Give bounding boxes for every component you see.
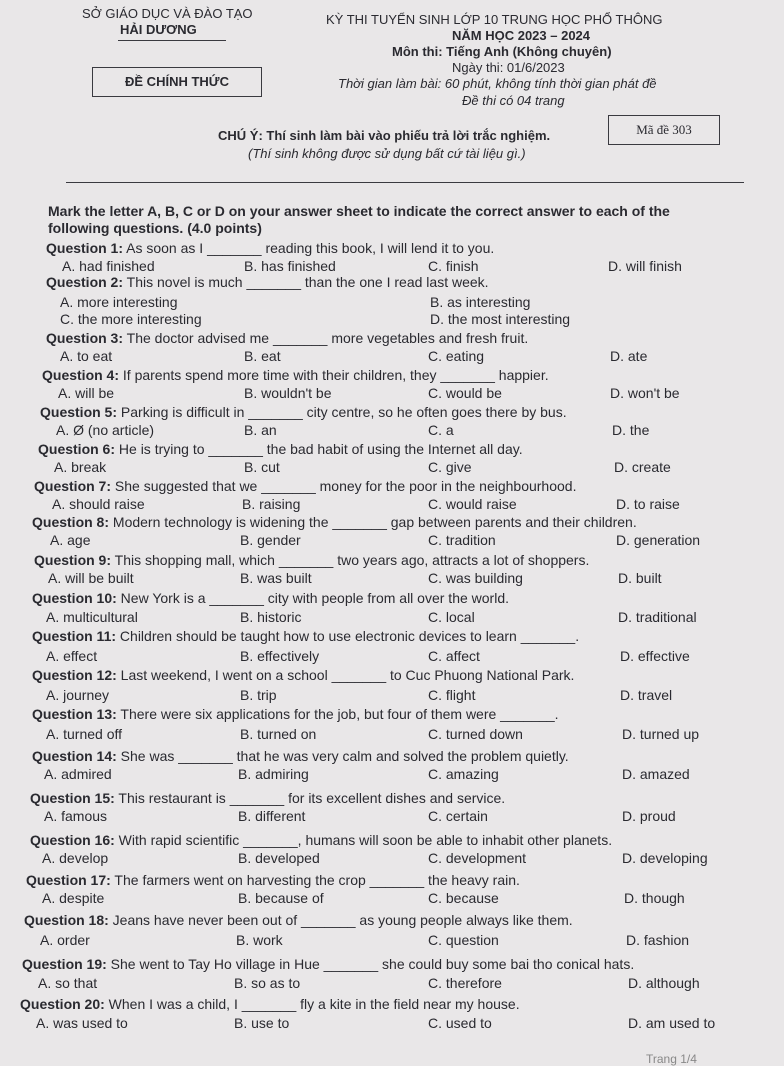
question-18-option-a: A. order — [40, 932, 90, 948]
question-2 — [46, 274, 489, 290]
question-1-option-b: B. has finished — [244, 258, 336, 274]
question-17 — [26, 872, 520, 888]
question-8-option-d: D. generation — [616, 532, 701, 548]
question-19-option-a: A. so that — [38, 975, 98, 991]
question-10-option-a: A. multicultural — [46, 609, 138, 625]
question-10-option-b: B. historic — [240, 609, 302, 625]
question-8-option-a: A. age — [50, 532, 91, 548]
question-4 — [42, 367, 549, 383]
question-label: Question 17: — [26, 872, 111, 888]
question-label: Question 20: — [20, 996, 105, 1012]
question-16 — [30, 832, 612, 848]
question-13-option-b: B. turned on — [240, 726, 317, 742]
question-16-option-a: A. develop — [42, 850, 109, 866]
question-6-option-b: B. cut — [244, 459, 280, 475]
question-12-option-b: B. trip — [240, 687, 277, 703]
question-14-option-a: A. admired — [44, 766, 112, 782]
question-text: Last weekend, I went on a school _______ to Cuc Phuong National Park. — [116, 667, 575, 683]
question-label: Question 4: — [42, 367, 120, 383]
question-text: Jeans have never been out of _______ as young people always like them. — [108, 912, 573, 928]
question-text: This restaurant is _______ for its excellent dishes and service. — [114, 790, 506, 806]
question-3-option-a: A. to eat — [60, 348, 113, 364]
question-8-option-b: B. gender — [240, 532, 301, 548]
question-7 — [34, 478, 576, 494]
question-text: Children should be taught how to use electronic devices to learn _______. — [116, 628, 580, 644]
question-15-option-a: A. famous — [44, 808, 108, 824]
header-divider — [66, 182, 744, 183]
question-18-option-d: D. fashion — [626, 932, 690, 948]
question-text: As soon as I _______ reading this book, I will lend it to you. — [123, 240, 495, 256]
question-6 — [38, 441, 523, 457]
question-4-option-b: B. wouldn't be — [244, 385, 332, 401]
question-11-option-d: D. effective — [620, 648, 690, 664]
question-3-option-c: C. eating — [428, 348, 485, 364]
question-label: Question 5: — [40, 404, 118, 420]
question-10-option-c: C. local — [428, 609, 475, 625]
question-label: Question 14: — [32, 748, 117, 764]
question-13 — [32, 706, 559, 722]
question-4-option-c: C. would be — [428, 385, 502, 401]
question-5-option-c: C. a — [428, 422, 454, 438]
question-17-option-a: A. despite — [42, 890, 105, 906]
question-4-option-d: D. won't be — [610, 385, 680, 401]
question-label: Question 13: — [32, 706, 117, 722]
exam-title: KỲ THI TUYỂN SINH LỚP 10 TRUNG HỌC PHỔ THÔNG — [326, 12, 663, 27]
question-9-option-b: B. was built — [240, 570, 312, 586]
question-label: Question 9: — [34, 552, 112, 568]
question-15 — [30, 790, 505, 806]
question-20-option-c: C. used to — [428, 1015, 492, 1031]
question-7-option-a: A. should raise — [52, 496, 145, 512]
question-label: Question 8: — [32, 514, 110, 530]
question-label: Question 1: — [46, 240, 124, 256]
page-footer: Trang 1/4 — [646, 1052, 697, 1066]
question-3-option-d: D. ate — [610, 348, 648, 364]
question-3-option-b: B. eat — [244, 348, 281, 364]
question-17-option-c: C. because — [428, 890, 499, 906]
question-text: Parking is difficult in _______ city centre, so he often goes there by bus. — [117, 404, 567, 420]
question-13-option-d: D. turned up — [622, 726, 700, 742]
question-11 — [32, 628, 579, 644]
question-1-option-a: A. had finished — [62, 258, 155, 274]
question-5 — [40, 404, 567, 420]
question-12-option-c: C. flight — [428, 687, 476, 703]
question-text: She went to Tay Ho village in Hue _______ she could buy some bai tho conical hats. — [106, 956, 635, 972]
question-2-option-d: D. the most interesting — [430, 311, 571, 327]
question-12 — [32, 667, 574, 683]
question-13-option-c: C. turned down — [428, 726, 523, 742]
question-6-option-d: D. create — [614, 459, 671, 475]
question-14-option-d: D. amazed — [622, 766, 690, 782]
province-name: HẢI DƯƠNG — [120, 22, 197, 37]
school-year: NĂM HỌC 2023 – 2024 — [452, 28, 591, 43]
question-2-option-a: A. more interesting — [60, 294, 178, 310]
question-11-option-c: C. affect — [428, 648, 480, 664]
question-13-option-a: A. turned off — [46, 726, 123, 742]
question-20-option-b: B. use to — [234, 1015, 290, 1031]
question-14 — [32, 748, 569, 764]
question-2-option-b: B. as interesting — [430, 294, 531, 310]
instruction-line-2: following questions. (4.0 points) — [48, 220, 262, 236]
question-19-option-c: C. therefore — [428, 975, 502, 991]
question-8-option-c: C. tradition — [428, 532, 496, 548]
question-7-option-c: C. would raise — [428, 496, 517, 512]
question-text: Modern technology is widening the _______ gap between parents and their children. — [109, 514, 637, 530]
question-label: Question 2: — [46, 274, 124, 290]
question-label: Question 6: — [38, 441, 116, 457]
question-text: The farmers went on harvesting the crop _______ the heavy rain. — [110, 872, 520, 888]
question-16-option-d: D. developing — [622, 850, 708, 866]
notice-text: CHÚ Ý: Thí sinh làm bài vào phiếu trả lời trắc nghiệm. — [218, 128, 551, 143]
question-20 — [20, 996, 520, 1012]
question-11-option-b: B. effectively — [240, 648, 320, 664]
question-label: Question 12: — [32, 667, 117, 683]
question-6-option-c: C. give — [428, 459, 472, 475]
question-4-option-a: A. will be — [58, 385, 115, 401]
question-label: Question 11: — [32, 628, 117, 644]
page-count: Đề thi có 04 trang — [462, 93, 565, 108]
question-7-option-d: D. to raise — [616, 496, 680, 512]
question-text: He is trying to _______ the bad habit of using the Internet all day. — [115, 441, 523, 457]
question-text: With rapid scientific _______, humans will soon be able to inhabit other planets. — [114, 832, 613, 848]
question-20-option-d: D. am used to — [628, 1015, 716, 1031]
question-text: She was _______ that he was very calm and solved the problem quietly. — [116, 748, 569, 764]
question-14-option-c: C. amazing — [428, 766, 499, 782]
question-5-option-d: D. the — [612, 422, 650, 438]
question-19-option-b: B. so as to — [234, 975, 301, 991]
question-label: Question 7: — [34, 478, 112, 494]
question-label: Question 18: — [24, 912, 109, 928]
question-15-option-d: D. proud — [622, 808, 676, 824]
question-1 — [46, 240, 494, 256]
question-text: New York is a _______ city with people from all over the world. — [116, 590, 510, 606]
question-10 — [32, 590, 509, 606]
question-12-option-d: D. travel — [620, 687, 673, 703]
question-7-option-b: B. raising — [242, 496, 301, 512]
exam-date: Ngày thi: 01/6/2023 — [452, 60, 565, 75]
question-11-option-a: A. effect — [46, 648, 98, 664]
question-16-option-c: C. development — [428, 850, 527, 866]
question-text: This novel is much _______ than the one I read last week. — [123, 274, 489, 290]
question-label: Question 3: — [46, 330, 124, 346]
question-label: Question 16: — [30, 832, 115, 848]
question-19-option-d: D. although — [628, 975, 700, 991]
exam-subject: Môn thi: Tiếng Anh (Không chuyên) — [392, 44, 612, 59]
question-18-option-b: B. work — [236, 932, 283, 948]
department-name: SỞ GIÁO DỤC VÀ ĐÀO TẠO — [82, 6, 253, 21]
question-14-option-b: B. admiring — [238, 766, 309, 782]
exam-duration: Thời gian làm bài: 60 phút, không tính thời gian phát đề — [338, 76, 657, 91]
question-5-option-b: B. an — [244, 422, 277, 438]
question-2-option-c: C. the more interesting — [60, 311, 202, 327]
question-3 — [46, 330, 528, 346]
question-text: She suggested that we _______ money for the poor in the neighbourhood. — [111, 478, 577, 494]
question-17-option-b: B. because of — [238, 890, 324, 906]
question-label: Question 15: — [30, 790, 115, 806]
province-underline — [118, 40, 226, 41]
question-label: Question 19: — [22, 956, 107, 972]
question-9-option-d: D. built — [618, 570, 662, 586]
question-15-option-c: C. certain — [428, 808, 488, 824]
question-8 — [32, 514, 637, 530]
notice-subtext: (Thí sinh không được sử dụng bất cứ tài liệu gì.) — [248, 146, 526, 161]
official-exam-box: ĐỀ CHÍNH THỨC — [92, 67, 262, 97]
question-19 — [22, 956, 634, 972]
question-6-option-a: A. break — [54, 459, 107, 475]
question-12-option-a: A. journey — [46, 687, 110, 703]
question-9 — [34, 552, 589, 568]
question-9-option-c: C. was building — [428, 570, 523, 586]
question-1-option-d: D. will finish — [608, 258, 682, 274]
question-10-option-d: D. traditional — [618, 609, 697, 625]
question-text: If parents spend more time with their children, they _______ happier. — [119, 367, 549, 383]
question-1-option-c: C. finish — [428, 258, 479, 274]
question-text: This shopping mall, which _______ two years ago, attracts a lot of shoppers. — [111, 552, 590, 568]
question-9-option-a: A. will be built — [48, 570, 134, 586]
exam-code-box: Mã đề 303 — [608, 115, 720, 145]
instruction-line-1: Mark the letter A, B, C or D on your answer sheet to indicate the correct answer to each of the — [48, 203, 670, 219]
question-20-option-a: A. was used to — [36, 1015, 128, 1031]
question-15-option-b: B. different — [238, 808, 306, 824]
question-5-option-a: A. Ø (no article) — [56, 422, 155, 438]
question-text: When I was a child, I _______ fly a kite in the field near my house. — [104, 996, 520, 1012]
question-label: Question 10: — [32, 590, 117, 606]
question-text: There were six applications for the job, but four of them were _______. — [116, 706, 559, 722]
question-16-option-b: B. developed — [238, 850, 320, 866]
question-18 — [24, 912, 573, 928]
question-17-option-d: D. though — [624, 890, 685, 906]
question-text: The doctor advised me _______ more vegetables and fresh fruit. — [123, 330, 529, 346]
question-18-option-c: C. question — [428, 932, 499, 948]
